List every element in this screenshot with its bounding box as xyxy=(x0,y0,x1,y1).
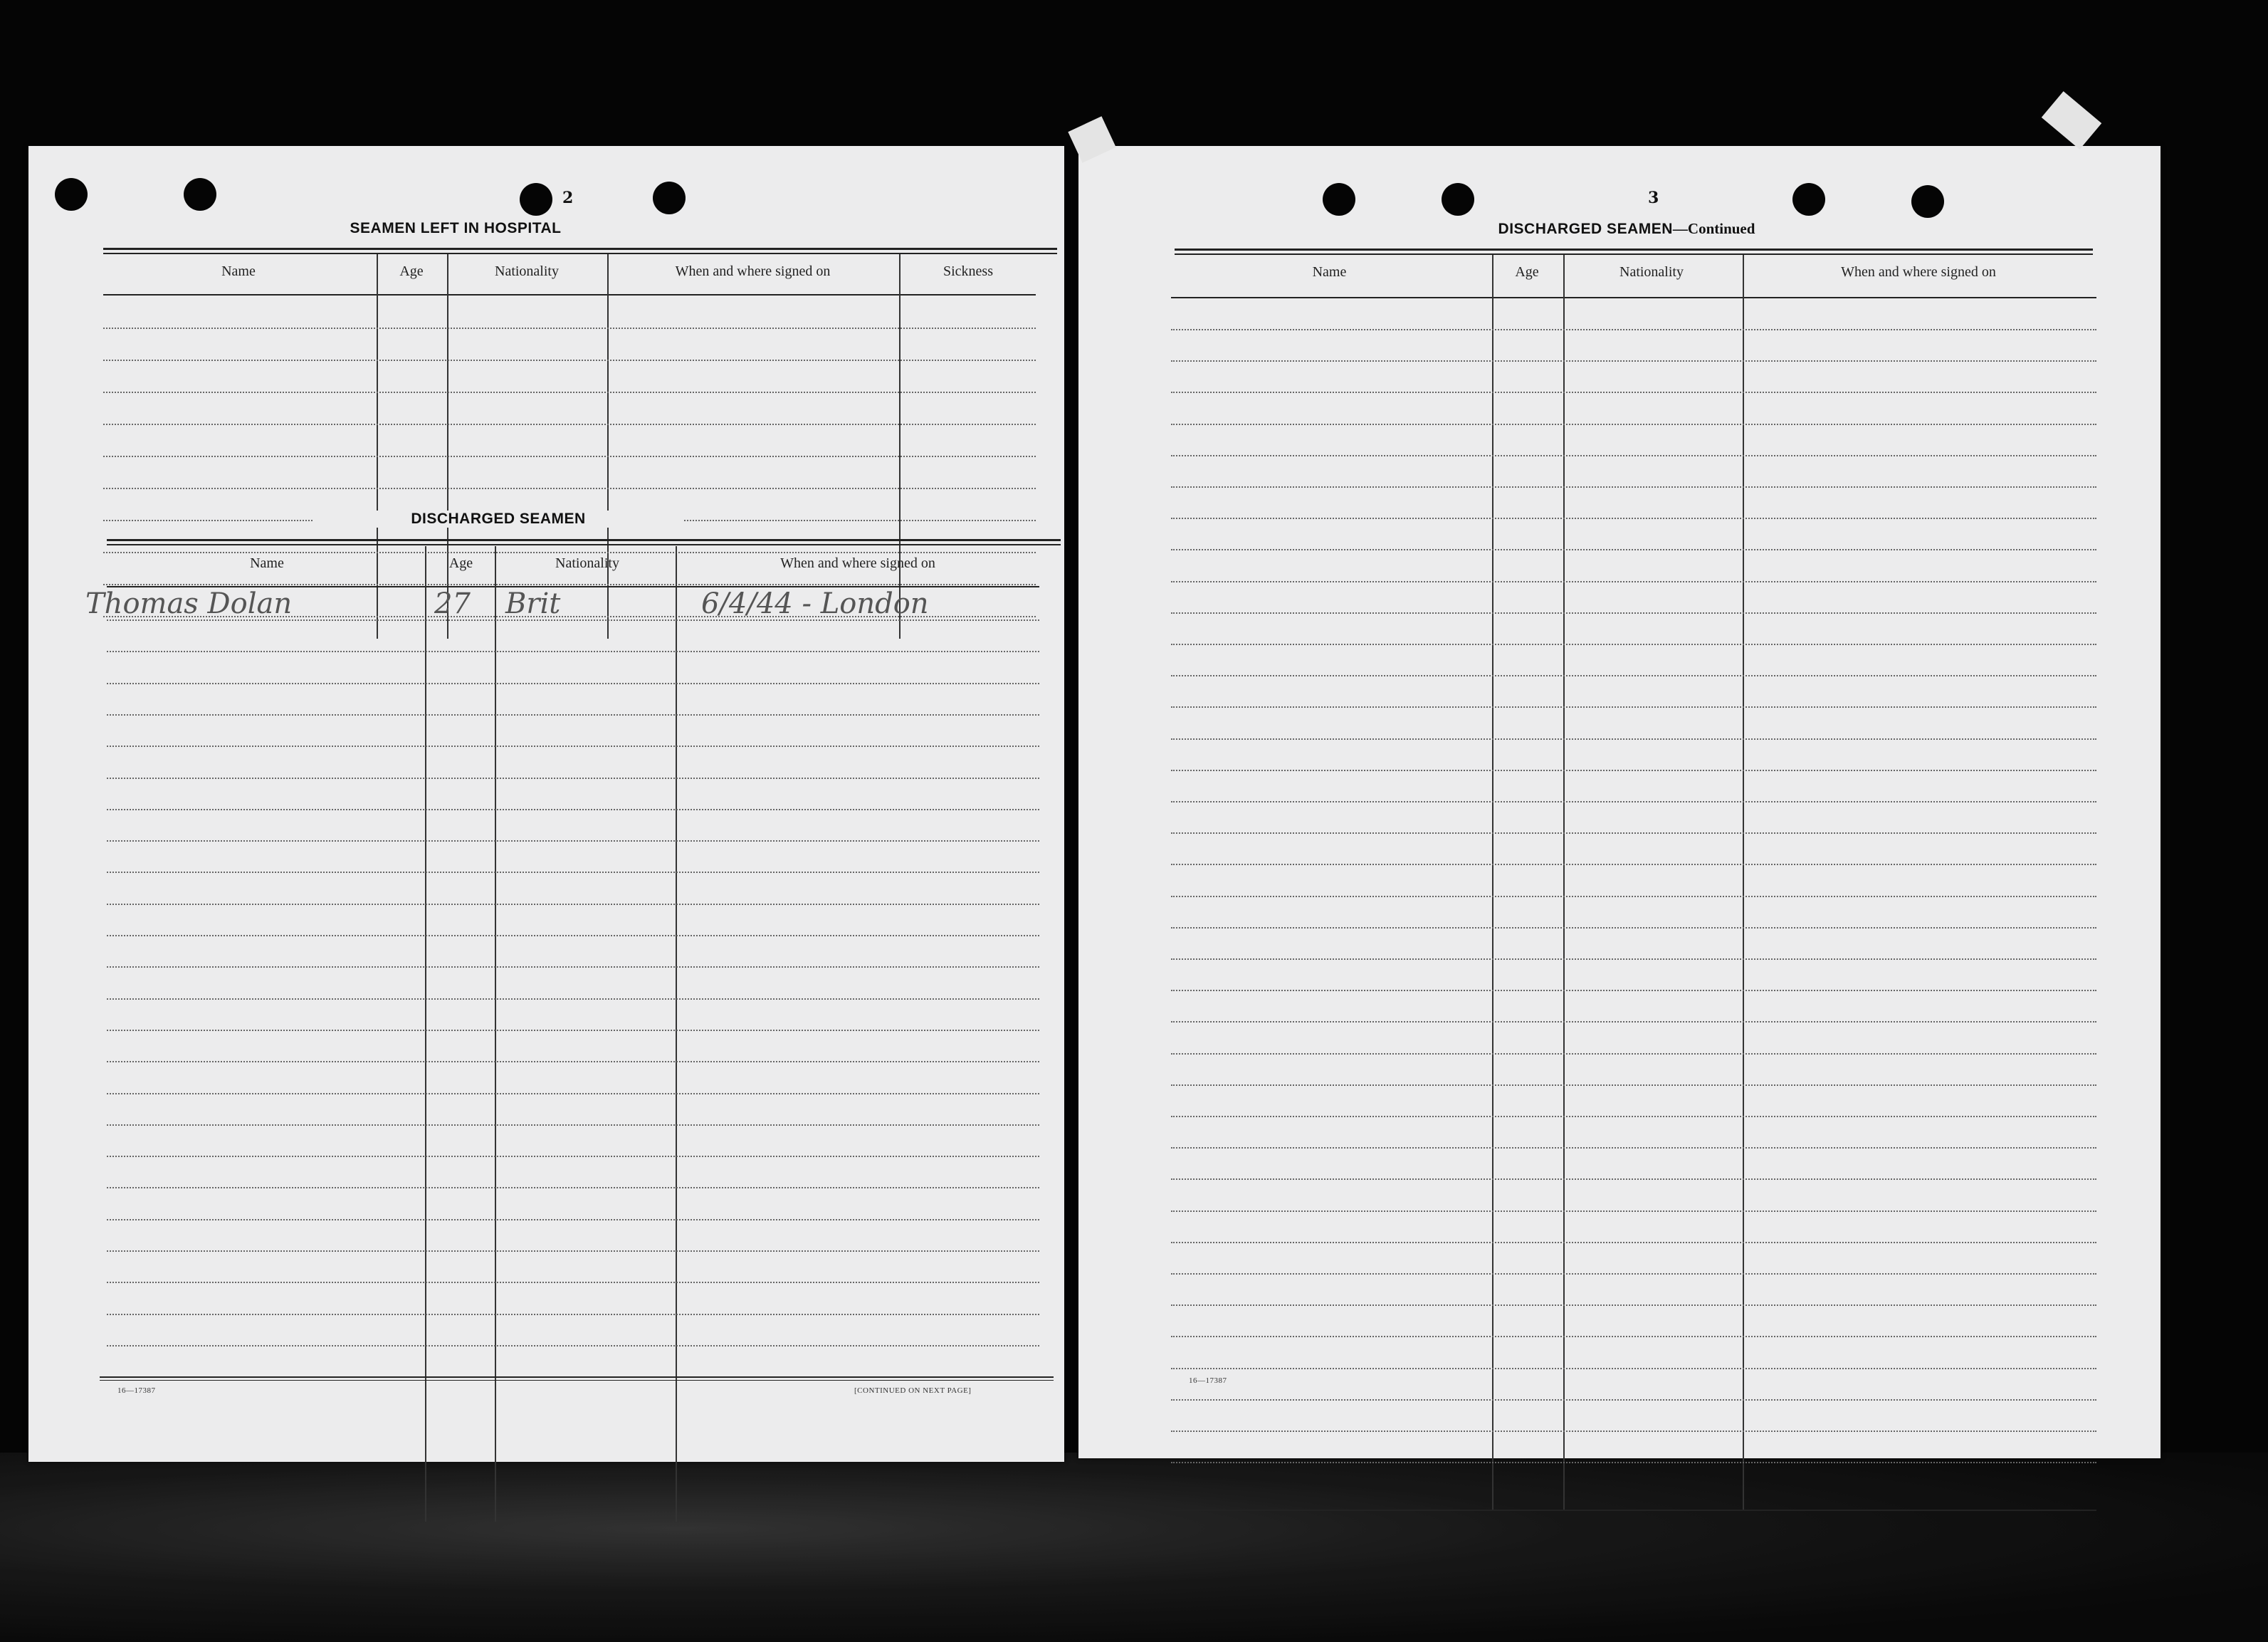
discharged-continued-title xyxy=(1377,220,1876,238)
column-divider xyxy=(1563,255,1565,1510)
scan-background xyxy=(0,1453,2268,1642)
row-line xyxy=(107,1282,1039,1283)
row-line xyxy=(107,1030,1039,1031)
col-header-nationality: Nationality xyxy=(555,555,619,571)
row-line xyxy=(1171,1084,2096,1086)
column-divider xyxy=(607,254,609,639)
bottom-rule xyxy=(100,1380,1054,1381)
row-line xyxy=(1171,864,2096,865)
row-line xyxy=(103,456,1036,457)
top-rule xyxy=(103,253,1057,254)
row-line xyxy=(1171,518,2096,519)
page-number: 3 xyxy=(1648,189,1659,207)
column-divider xyxy=(1743,255,1744,1510)
column-divider xyxy=(377,254,378,639)
row-line xyxy=(1171,1399,2096,1401)
col-header-signed-on: When and where signed on xyxy=(1841,264,1996,280)
column-divider xyxy=(495,546,496,1522)
row-line xyxy=(1171,1116,2096,1117)
row-line xyxy=(107,966,1039,968)
row-line xyxy=(1171,801,2096,802)
top-rule xyxy=(1175,249,2093,251)
column-divider xyxy=(899,254,901,639)
row-line xyxy=(1171,990,2096,991)
punch-hole xyxy=(1323,183,1355,216)
row-line xyxy=(1171,581,2096,582)
header-rule xyxy=(103,294,1036,296)
top-rule xyxy=(1175,253,2093,255)
row-line xyxy=(107,651,1039,652)
row-line xyxy=(103,360,1036,361)
row-line xyxy=(107,1156,1039,1157)
row-line xyxy=(107,904,1039,905)
column-divider xyxy=(425,546,426,1522)
header-rule xyxy=(1171,297,2096,298)
row-line xyxy=(107,683,1039,684)
row-line xyxy=(107,1061,1039,1062)
row-line xyxy=(1171,486,2096,488)
row-line xyxy=(103,584,1036,585)
form-number: 16—17387 xyxy=(1189,1376,1227,1385)
row-line xyxy=(1171,455,2096,456)
row-line xyxy=(103,552,1036,553)
row-line xyxy=(1171,1336,2096,1337)
row-line xyxy=(107,872,1039,873)
bottom-rule xyxy=(1171,1510,2096,1511)
bottom-rule xyxy=(100,1376,1054,1378)
punch-hole xyxy=(55,178,88,211)
hospital-section-title: SEAMEN LEFT IN HOSPITAL xyxy=(350,220,562,236)
col-header-age: Age xyxy=(1515,264,1539,280)
row-line xyxy=(1171,644,2096,645)
column-divider xyxy=(676,546,677,1522)
row-line xyxy=(107,1345,1039,1346)
punch-hole xyxy=(520,183,552,216)
row-line xyxy=(1171,1053,2096,1055)
row-line xyxy=(1171,612,2096,614)
row-line xyxy=(107,1219,1039,1220)
title-suffix: —Continued xyxy=(1672,220,1755,237)
left-page xyxy=(28,146,1064,1462)
top-rule xyxy=(107,539,1061,541)
col-header-sickness: Sickness xyxy=(943,263,993,279)
punch-hole xyxy=(1442,183,1474,216)
row-line xyxy=(1171,770,2096,771)
punch-hole xyxy=(653,182,686,214)
row-line xyxy=(1171,1021,2096,1023)
row-line xyxy=(1171,1178,2096,1180)
top-rule xyxy=(107,544,1061,545)
row-line xyxy=(107,714,1039,716)
col-header-signed-on: When and where signed on xyxy=(675,263,831,279)
handwritten-age: 27 xyxy=(434,587,471,620)
row-line xyxy=(107,1250,1039,1252)
row-line xyxy=(1171,392,2096,393)
row-line xyxy=(103,328,1036,329)
row-line xyxy=(1171,1462,2096,1463)
row-line xyxy=(1171,675,2096,676)
row-line xyxy=(1171,706,2096,708)
row-line xyxy=(1171,738,2096,740)
row-line xyxy=(107,998,1039,1000)
row-line xyxy=(1171,1304,2096,1306)
handwritten-signed-on: 6/4/44 - London xyxy=(701,587,929,620)
row-line xyxy=(107,1314,1039,1315)
row-line xyxy=(103,488,1036,489)
row-line xyxy=(1171,927,2096,929)
punch-hole xyxy=(184,178,216,211)
row-line xyxy=(1171,958,2096,960)
row-line xyxy=(107,1187,1039,1188)
col-header-nationality: Nationality xyxy=(495,263,559,279)
page-number: 2 xyxy=(562,189,574,207)
col-header-signed-on: When and where signed on xyxy=(780,555,935,571)
col-header-age: Age xyxy=(448,555,473,571)
row-line xyxy=(107,778,1039,779)
row-line xyxy=(107,1093,1039,1094)
row-line xyxy=(1171,1242,2096,1243)
col-header-nationality: Nationality xyxy=(1619,264,1684,280)
row-line xyxy=(103,392,1036,393)
col-header-name: Name xyxy=(250,555,284,571)
handwritten-name: Thomas Dolan xyxy=(85,587,293,620)
row-line xyxy=(1171,1147,2096,1149)
row-line xyxy=(1171,896,2096,897)
row-line xyxy=(1171,1368,2096,1369)
col-header-age: Age xyxy=(399,263,424,279)
row-line xyxy=(103,424,1036,425)
row-line xyxy=(107,1124,1039,1126)
row-line xyxy=(107,746,1039,747)
row-line xyxy=(1171,329,2096,330)
col-header-name: Name xyxy=(1312,264,1347,280)
right-page xyxy=(1078,146,2161,1458)
punch-hole xyxy=(1911,185,1944,218)
top-rule xyxy=(103,248,1057,250)
row-line xyxy=(107,935,1039,936)
row-line xyxy=(107,840,1039,842)
handwritten-nationality: Brit xyxy=(505,587,561,620)
row-line xyxy=(1171,1431,2096,1432)
row-line xyxy=(107,809,1039,810)
form-number: 16—17387 xyxy=(117,1386,156,1395)
row-line xyxy=(1171,832,2096,834)
row-line xyxy=(1171,1273,2096,1275)
row-line xyxy=(1171,1210,2096,1212)
title-main: DISCHARGED SEAMEN xyxy=(1498,221,1673,237)
column-divider xyxy=(1492,255,1493,1510)
row-line xyxy=(1171,549,2096,550)
row-line xyxy=(1171,360,2096,362)
punch-hole xyxy=(1792,183,1825,216)
row-line xyxy=(1171,424,2096,425)
column-divider xyxy=(447,254,448,639)
col-header-name: Name xyxy=(221,263,256,279)
continued-note: [CONTINUED ON NEXT PAGE] xyxy=(854,1386,972,1395)
discharged-section-title: DISCHARGED SEAMEN xyxy=(313,511,683,528)
torn-corner xyxy=(2042,91,2101,150)
